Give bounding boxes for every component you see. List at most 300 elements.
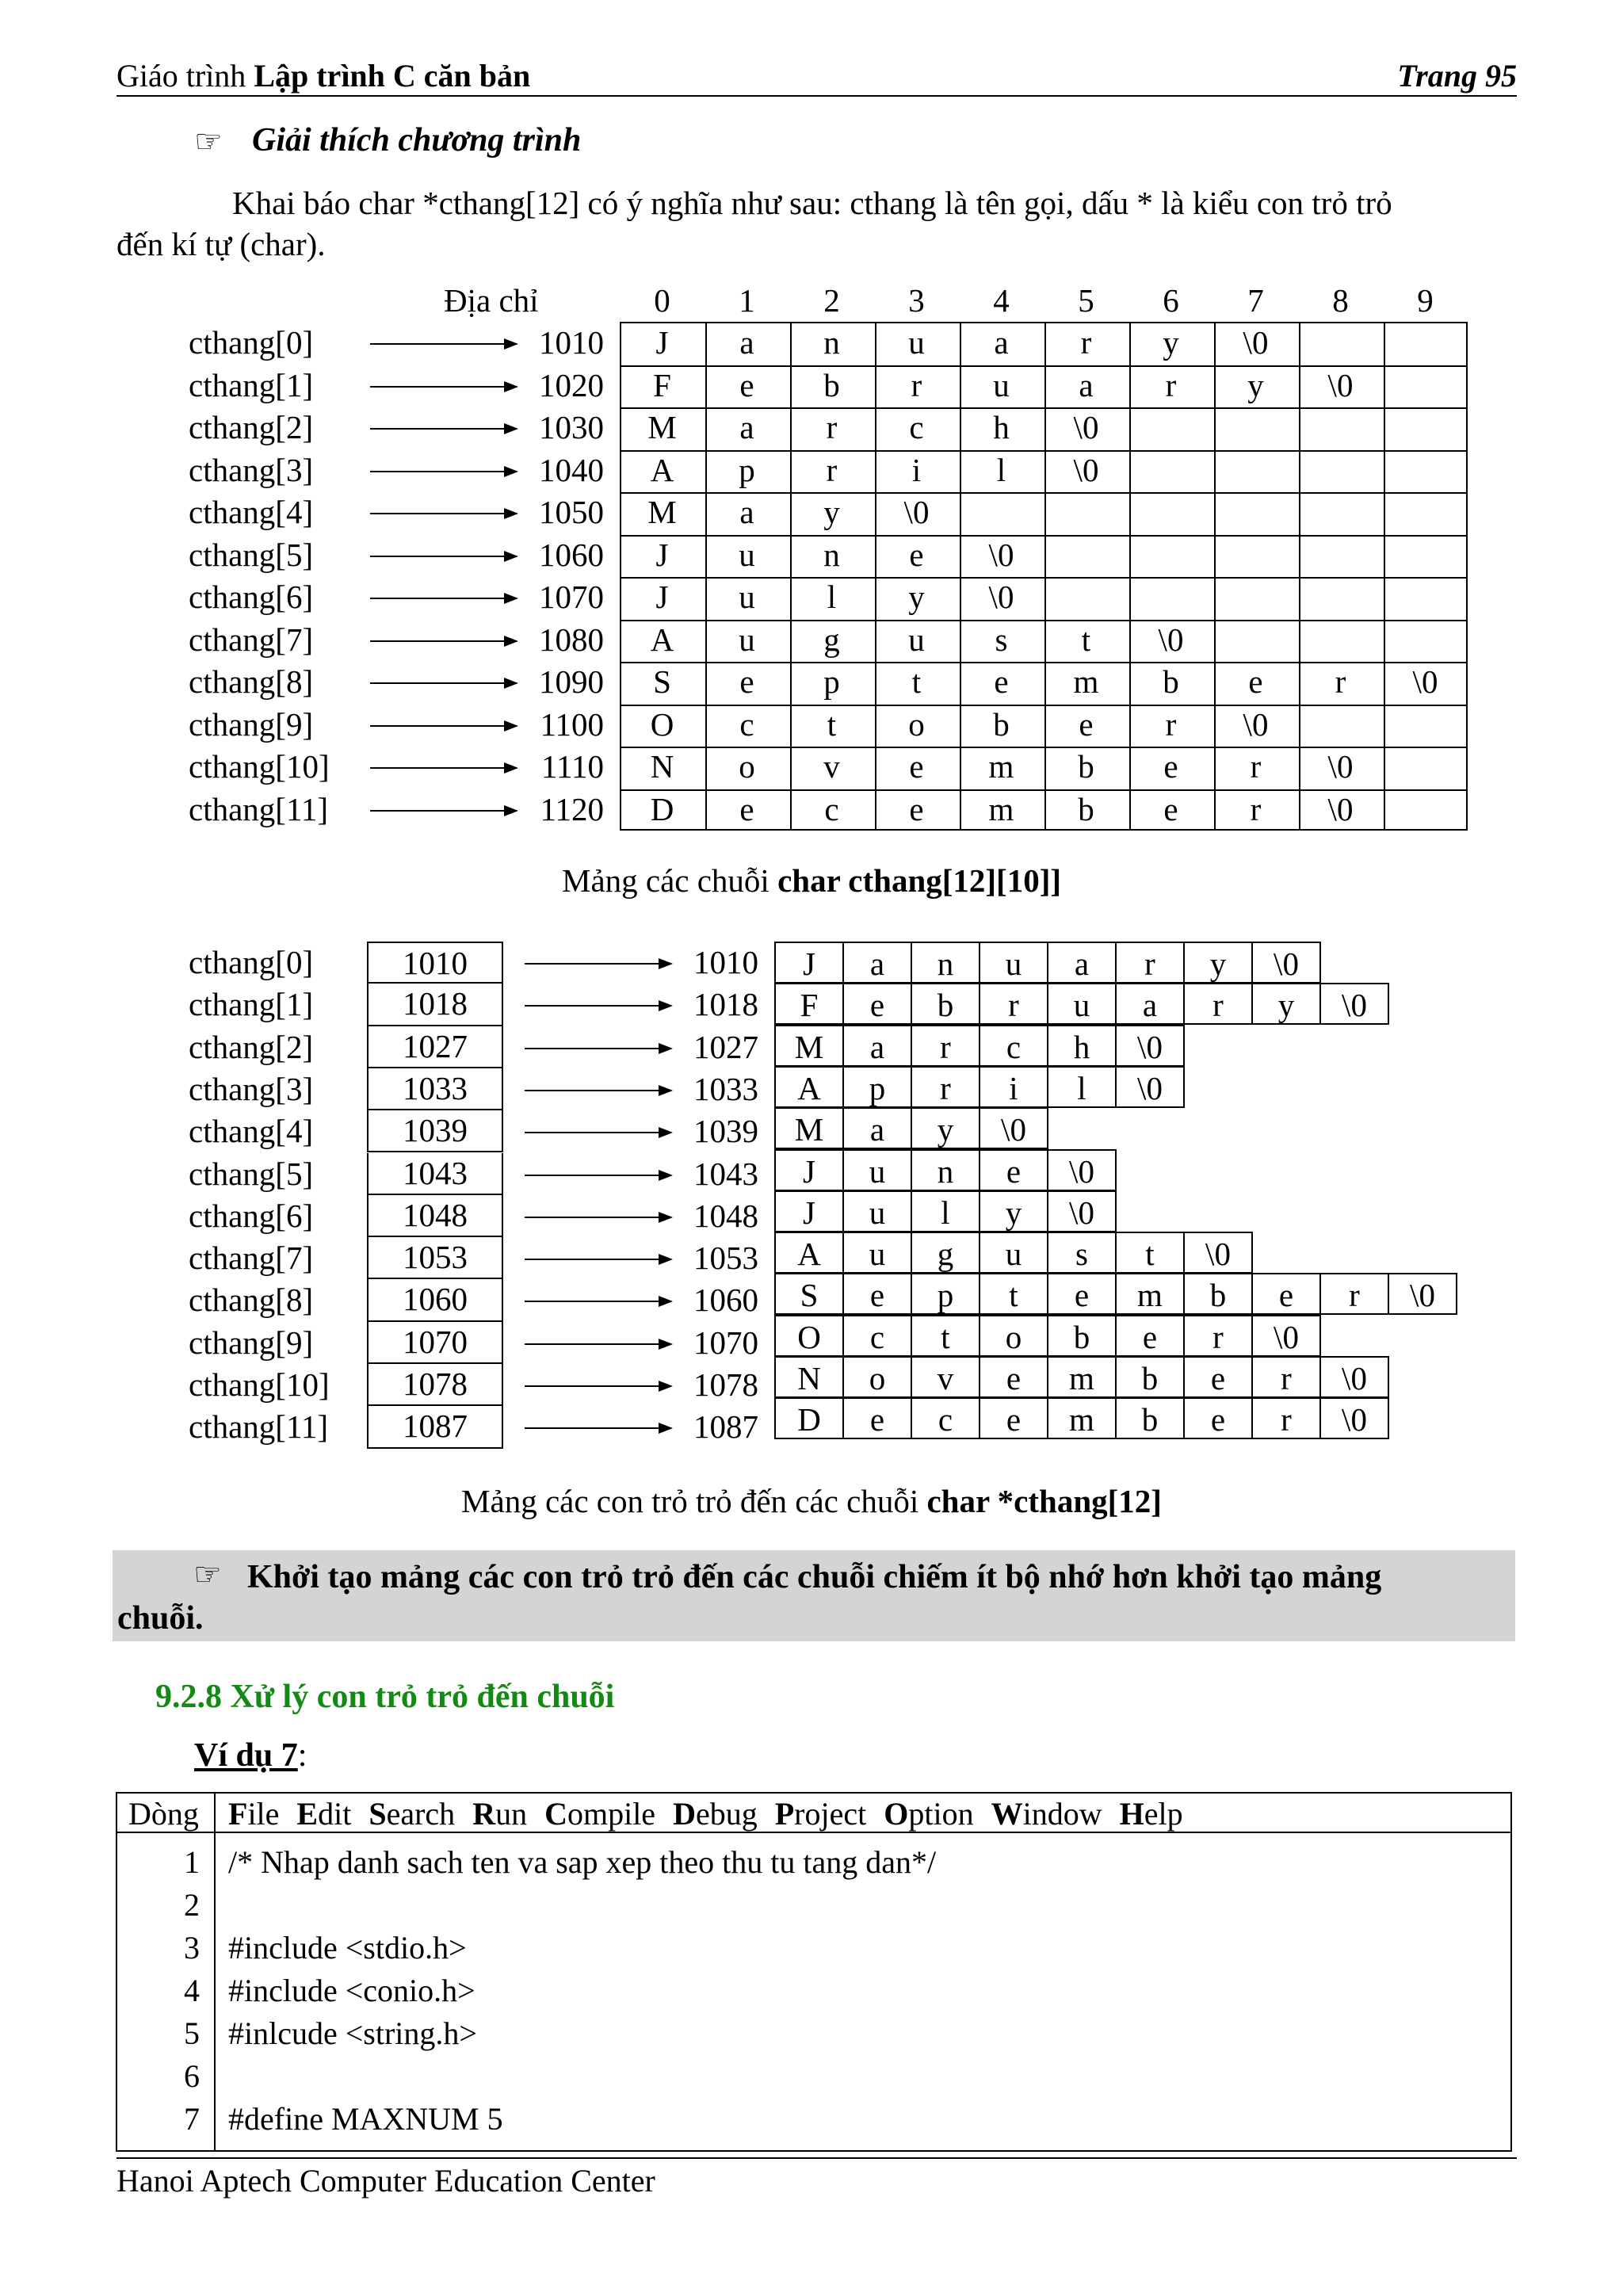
book-title-bold: Lập trình C căn bản (254, 58, 531, 94)
char-cell: r (1080, 324, 1092, 361)
menu-item (673, 1796, 758, 1832)
hand-pointer-icon: ☞ (194, 124, 223, 160)
char-cell: u (842, 1232, 912, 1274)
char-cell: u (979, 942, 1048, 984)
char-cell: e (979, 1397, 1048, 1439)
example-colon: : (297, 1737, 307, 1774)
char-cell: t (979, 1273, 1048, 1315)
array-element-label: cthang[7] (189, 621, 314, 658)
char-cell: s (1047, 1232, 1117, 1274)
char-cell: c (911, 1397, 980, 1439)
row-address: 1070 (539, 579, 604, 615)
char-cell: e (909, 536, 924, 573)
section-title: 9.2.8 Xử lý con trỏ trỏ đến chuỗi (155, 1679, 615, 1715)
char-cell: b (1078, 748, 1094, 785)
menu-item (296, 1796, 351, 1832)
column-index: 7 (1247, 282, 1264, 319)
menu-accelerator: R (472, 1796, 496, 1832)
char-cell: t (1081, 621, 1091, 658)
char-cell: \0 (988, 579, 1014, 615)
menu-accelerator: E (296, 1796, 319, 1832)
array-element-label: cthang[8] (189, 663, 314, 700)
pointer-label: cthang[10] (189, 1366, 330, 1403)
char-cell: e (842, 1397, 912, 1439)
menu-item (544, 1796, 655, 1832)
char-cell: J (774, 1190, 844, 1232)
menu-item (228, 1796, 279, 1832)
char-cell: \0 (1319, 1356, 1389, 1398)
pointer-value-box: 1010 (367, 942, 503, 984)
address-label: Địa chỉ (444, 282, 539, 319)
char-cell: e (1251, 1273, 1321, 1315)
char-cell: y (908, 579, 925, 615)
char-cell: J (774, 942, 844, 984)
menu-item-text: earch (386, 1796, 456, 1832)
char-cell: \0 (1319, 1397, 1389, 1439)
char-cell: o (842, 1356, 912, 1398)
char-cell: r (1183, 1315, 1253, 1357)
pointer-arrow (525, 1090, 671, 1091)
char-cell: a (739, 324, 754, 361)
char-cell: p (739, 451, 755, 488)
char-cell: A (774, 1232, 844, 1274)
string-address: 1078 (693, 1366, 758, 1403)
char-cell: b (823, 366, 840, 403)
array-element-label: cthang[3] (189, 451, 314, 488)
explain-line-2: đến kí tự (char). (116, 226, 326, 262)
menu-item-text: indow (1022, 1796, 1102, 1832)
pointer-array-caption (0, 1482, 1623, 1520)
char-cell: r (1335, 663, 1346, 700)
menu-accelerator: F (228, 1796, 248, 1832)
char-cell: u (739, 579, 755, 615)
char-cell: v (823, 748, 840, 785)
char-cell: S (653, 663, 671, 700)
char-cell: u (842, 1149, 912, 1191)
char-cell: b (1183, 1273, 1253, 1315)
menu-item (472, 1796, 527, 1832)
pointer-label: cthang[1] (189, 986, 314, 1023)
char-cell: e (1183, 1397, 1253, 1439)
char-cell: \0 (1158, 621, 1184, 658)
menu-accelerator: C (544, 1796, 567, 1832)
pointer-value-box: 1018 (367, 984, 503, 1026)
row-address: 1020 (539, 366, 604, 403)
menu-item (991, 1796, 1102, 1832)
row-address: 1080 (539, 621, 604, 658)
char-cell: A (650, 621, 674, 658)
char-cell: u (993, 366, 1010, 403)
array-element-label: cthang[6] (189, 579, 314, 615)
char-cell: J (774, 1149, 844, 1191)
array-element-label: cthang[1] (189, 366, 314, 403)
pointer-label: cthang[7] (189, 1240, 314, 1277)
char-cell: m (1115, 1273, 1185, 1315)
char-cell: N (650, 748, 674, 785)
code-listing (116, 1792, 1512, 2152)
column-index: 9 (1417, 282, 1434, 319)
char-cell: c (824, 790, 839, 827)
char-cell: u (739, 536, 755, 573)
char-cell: t (827, 705, 837, 743)
menu-item (369, 1796, 455, 1832)
char-cell: b (1078, 790, 1094, 827)
column-index: 5 (1078, 282, 1094, 319)
char-cell: a (842, 1025, 912, 1067)
char-cell: e (994, 663, 1009, 700)
column-index: 0 (654, 282, 670, 319)
char-cell: e (842, 983, 912, 1025)
pointer-arrow (525, 1259, 671, 1260)
char-cell: e (1047, 1273, 1117, 1315)
char-cell: \0 (988, 536, 1014, 573)
char-cell: y (1247, 366, 1264, 403)
char-cell: y (911, 1107, 980, 1149)
char-cell: r (1319, 1273, 1389, 1315)
char-cell: \0 (1115, 1066, 1185, 1108)
char-cell: a (994, 324, 1009, 361)
pointer-arrow (525, 1048, 671, 1049)
row-address: 1120 (540, 790, 604, 827)
menu-item-text: dit (318, 1796, 352, 1832)
char-cell: u (908, 324, 925, 361)
menu-accelerator: P (774, 1796, 795, 1832)
explain-heading: Giải thích chương trình (252, 122, 582, 159)
char-cell: \0 (903, 494, 930, 530)
char-cell: v (911, 1356, 980, 1398)
char-cell: g (823, 621, 840, 658)
menu-items (228, 1795, 1201, 1832)
char-cell: c (842, 1315, 912, 1357)
string-address: 1053 (693, 1240, 758, 1277)
char-cell: e (739, 790, 754, 827)
char-cell: u (979, 1232, 1048, 1274)
char-cell: e (909, 748, 924, 785)
char-cell: a (739, 494, 754, 530)
char-cell: e (1163, 748, 1178, 785)
char-cell: r (979, 983, 1048, 1025)
char-cell: r (1183, 983, 1253, 1025)
char-cell: \0 (1251, 1315, 1321, 1357)
char-cell: l (1047, 1066, 1117, 1108)
char-cell: l (996, 451, 1006, 488)
array-element-label: cthang[5] (189, 536, 314, 573)
char-cell: o (979, 1315, 1048, 1357)
char-cell: F (774, 983, 844, 1025)
menu-item-text: ile (247, 1796, 280, 1832)
pointer-value-box: 1053 (367, 1237, 503, 1279)
char-cell: r (1115, 942, 1185, 984)
row-address: 1010 (539, 324, 604, 361)
code-line: #inlcude <string.h> (228, 2015, 477, 2051)
char-cell: e (842, 1273, 912, 1315)
string-address: 1087 (693, 1408, 758, 1446)
pointer-arrow (525, 1427, 671, 1429)
char-cell: t (911, 1315, 980, 1357)
char-cell: \0 (979, 1107, 1048, 1149)
char-cell: m (988, 748, 1014, 785)
pointer-label: cthang[6] (189, 1197, 314, 1234)
char-cell: r (911, 366, 922, 403)
pointer-label: cthang[4] (189, 1113, 314, 1150)
char-cell: \0 (1251, 942, 1321, 984)
array-element-label: cthang[0] (189, 324, 314, 361)
caption-prefix: Mảng các chuỗi (561, 862, 778, 899)
char-cell: r (911, 1066, 980, 1108)
menu-item-text: un (495, 1796, 528, 1832)
char-cell: \0 (1047, 1190, 1117, 1232)
caption2-prefix: Mảng các con trỏ trỏ đến các chuỗi (461, 1483, 927, 1519)
pointer-label: cthang[8] (189, 1282, 314, 1319)
char-cell: O (774, 1315, 844, 1357)
char-cell: D (774, 1397, 844, 1439)
hand-pointer-icon: ☞ (193, 1557, 222, 1593)
column-divider (214, 1794, 216, 2150)
char-cell: r (1165, 705, 1177, 743)
char-cell: n (911, 942, 980, 984)
char-cell: e (979, 1149, 1048, 1191)
pointer-label: cthang[2] (189, 1028, 314, 1065)
menu-item-text: ompile (567, 1796, 656, 1832)
pointer-arrow (525, 1132, 671, 1133)
menu-accelerator: D (673, 1796, 696, 1832)
pointer-arrow (525, 1175, 671, 1176)
row-address: 1090 (539, 663, 604, 700)
char-cell: r (1251, 1397, 1321, 1439)
char-cell: n (911, 1149, 980, 1191)
pointer-arrow (525, 1005, 671, 1007)
char-cell: M (774, 1025, 844, 1067)
char-cell: r (1251, 1356, 1321, 1398)
char-cell: e (1248, 663, 1263, 700)
char-cell: r (826, 451, 838, 488)
char-cell: m (1073, 663, 1099, 700)
array-element-label: cthang[11] (189, 790, 329, 827)
char-cell: e (739, 366, 754, 403)
pointer-arrow (525, 1343, 671, 1345)
char-cell: e (1183, 1356, 1253, 1398)
menu-accelerator: H (1119, 1796, 1144, 1832)
pointer-arrow (525, 1217, 671, 1218)
pointer-value-box: 1087 (367, 1406, 503, 1448)
char-cell: m (988, 790, 1014, 827)
menu-item (884, 1796, 973, 1832)
example-label-text: Ví dụ 7 (194, 1737, 298, 1774)
pointer-value-box: 1070 (367, 1322, 503, 1364)
char-cell: A (774, 1066, 844, 1108)
char-cell: p (842, 1066, 912, 1108)
char-cell: \0 (1047, 1149, 1117, 1191)
char-cell: \0 (1243, 324, 1269, 361)
pointer-label: cthang[3] (189, 1070, 314, 1107)
char-cell: M (647, 494, 677, 530)
char-cell: e (909, 790, 924, 827)
char-cell: c (739, 705, 754, 743)
string-address: 1070 (693, 1324, 758, 1361)
char-cell: b (1047, 1315, 1117, 1357)
char-cell: b (1163, 663, 1179, 700)
page-footer: Hanoi Aptech Computer Education Center (116, 2157, 1517, 2199)
char-cell: J (655, 536, 669, 573)
char-cell: J (655, 579, 669, 615)
column-index: 4 (993, 282, 1010, 319)
char-cell: b (1115, 1356, 1185, 1398)
array-element-label: cthang[4] (189, 494, 314, 530)
caption2-bold: char *cthang[12] (926, 1483, 1162, 1519)
char-cell: e (739, 663, 754, 700)
char-cell: h (1047, 1025, 1117, 1067)
char-cell: y (1183, 942, 1253, 984)
char-cell: i (979, 1066, 1048, 1108)
pointer-label: cthang[5] (189, 1155, 314, 1192)
menu-item (1120, 1796, 1183, 1832)
book-title-prefix: Giáo trình (116, 58, 254, 94)
line-number: 3 (184, 1930, 200, 1966)
row-address: 1060 (539, 536, 604, 573)
code-line: #include <stdio.h> (228, 1930, 467, 1966)
char-cell: m (1047, 1397, 1117, 1439)
char-cell: c (909, 409, 924, 445)
example-label (194, 1736, 307, 1775)
char-cell: n (823, 536, 840, 573)
row-address: 1040 (539, 451, 604, 488)
line-column-header: Dòng (128, 1796, 199, 1832)
char-cell: u (739, 621, 755, 658)
note-line-1: Khởi tạo mảng các con trỏ trỏ đến các chuỗi chiếm ít bộ nhớ hơn khởi tạo mảng (247, 1559, 1382, 1595)
string-address: 1043 (693, 1155, 758, 1192)
code-line: /* Nhap danh sach ten va sap xep theo thu tu tang dan*/ (228, 1844, 937, 1880)
char-cell: \0 (1327, 366, 1354, 403)
char-cell: u (908, 621, 925, 658)
char-cell: a (1115, 983, 1185, 1025)
column-index: 6 (1163, 282, 1179, 319)
char-cell: a (1079, 366, 1094, 403)
char-cell: o (739, 748, 755, 785)
row-address: 1050 (539, 494, 604, 530)
menu-accelerator: O (884, 1796, 909, 1832)
char-cell: l (911, 1190, 980, 1232)
char-cell: r (1165, 366, 1177, 403)
char-cell: r (826, 409, 838, 445)
char-cell: p (911, 1273, 980, 1315)
pointer-value-box: 1078 (367, 1364, 503, 1406)
pointer-value-box: 1048 (367, 1195, 503, 1237)
char-cell: g (911, 1232, 980, 1274)
char-cell: \0 (1319, 983, 1389, 1025)
line-number: 2 (184, 1887, 200, 1923)
caption-bold: char cthang[12][10]] (777, 862, 1062, 899)
char-cell: \0 (1327, 748, 1354, 785)
char-cell: a (842, 1107, 912, 1149)
pointer-value-box: 1060 (367, 1279, 503, 1321)
char-cell: \0 (1243, 705, 1269, 743)
menu-item-text: ption (908, 1796, 974, 1832)
string-address: 1018 (693, 986, 758, 1023)
code-line: #include <conio.h> (228, 1973, 475, 2008)
char-cell: y (1251, 983, 1321, 1025)
char-cell: l (827, 579, 837, 615)
char-cell: b (911, 983, 980, 1025)
char-cell: \0 (1073, 451, 1099, 488)
menu-item-text: ebug (695, 1796, 758, 1832)
char-cell: b (993, 705, 1010, 743)
char-cell: r (1250, 790, 1262, 827)
char-cell: F (653, 366, 671, 403)
char-cell: e (979, 1356, 1048, 1398)
array-element-label: cthang[2] (189, 409, 314, 445)
char-cell: u (1047, 983, 1117, 1025)
pointer-arrow (525, 963, 671, 965)
row-address: 1100 (540, 705, 604, 743)
column-index: 8 (1332, 282, 1349, 319)
char-cell: t (1115, 1232, 1185, 1274)
char-cell: \0 (1327, 790, 1354, 827)
menu-accelerator: W (991, 1796, 1023, 1832)
menu-item (775, 1796, 867, 1832)
line-number: 5 (184, 2015, 200, 2051)
string-address: 1010 (693, 944, 758, 980)
char-cell: y (979, 1190, 1048, 1232)
char-cell: M (647, 409, 677, 445)
char-cell: a (1047, 942, 1117, 984)
menu-item-text: roject (794, 1796, 867, 1832)
string-address: 1039 (693, 1113, 758, 1150)
pointer-arrow (525, 1385, 671, 1387)
string-address: 1048 (693, 1197, 758, 1234)
note-line-2: chuỗi. (117, 1600, 204, 1637)
char-cell: D (650, 790, 674, 827)
string-address: 1060 (693, 1282, 758, 1319)
code-line: #define MAXNUM 5 (228, 2101, 503, 2137)
column-index: 2 (823, 282, 840, 319)
char-cell: s (995, 621, 1008, 658)
char-cell: e (1079, 705, 1094, 743)
column-index: 1 (739, 282, 755, 319)
char-cell: i (911, 451, 922, 488)
char-cell: b (1115, 1397, 1185, 1439)
char-cell: \0 (1115, 1025, 1185, 1067)
string-address: 1027 (693, 1028, 758, 1065)
pointer-value-box: 1043 (367, 1153, 503, 1195)
char-cell: \0 (1073, 409, 1099, 445)
pointer-value-box: 1027 (367, 1026, 503, 1068)
row-address: 1030 (539, 409, 604, 445)
char-cell: c (979, 1025, 1048, 1067)
char-cell: \0 (1412, 663, 1438, 700)
pointer-label: cthang[11] (189, 1408, 329, 1446)
pointer-value-box: 1039 (367, 1110, 503, 1152)
char-cell: t (911, 663, 922, 700)
char-cell: A (650, 451, 674, 488)
char-cell: y (823, 494, 840, 530)
string-address: 1033 (693, 1070, 758, 1107)
array-element-label: cthang[10] (189, 748, 330, 785)
line-number: 6 (184, 2058, 200, 2094)
line-number: 7 (184, 2101, 200, 2137)
menu-item-text: elp (1144, 1796, 1183, 1832)
char-cell: y (1163, 324, 1179, 361)
char-cell: J (655, 324, 669, 361)
char-cell: u (842, 1190, 912, 1232)
char-cell: S (774, 1273, 844, 1315)
line-number: 1 (184, 1844, 200, 1880)
array-element-label: cthang[9] (189, 705, 314, 743)
char-cell: e (1115, 1315, 1185, 1357)
column-index: 3 (908, 282, 925, 319)
row-address: 1110 (541, 748, 604, 785)
char-cell: p (823, 663, 840, 700)
char-cell: r (911, 1025, 980, 1067)
